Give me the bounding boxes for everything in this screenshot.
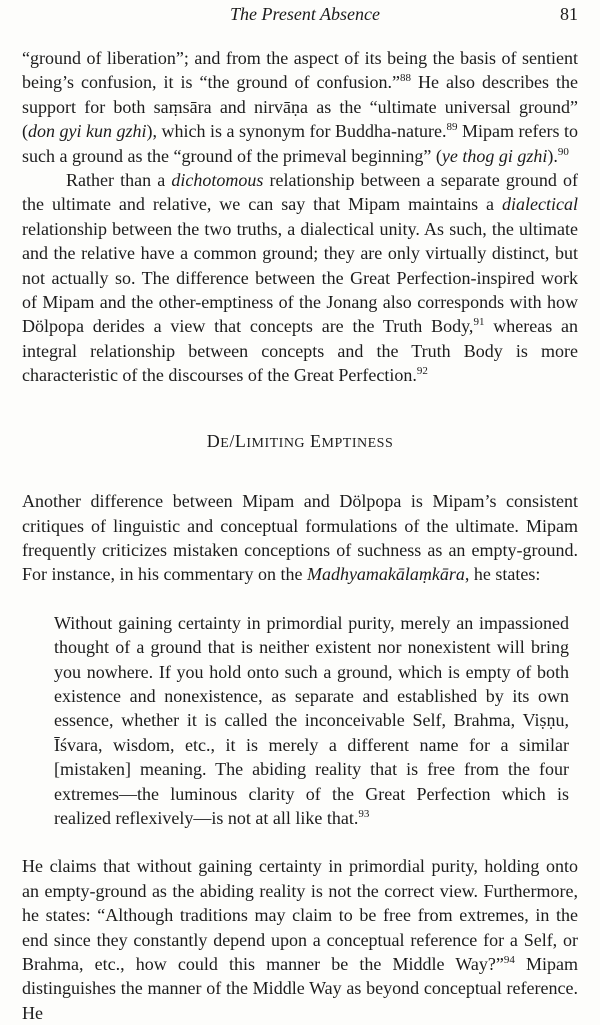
block-quote: Without gaining certainty in primordial purity, merely an impassioned thought of a ground that is neither existent nor nonexistent will bring you nowhere. If you hold onto such a ground, which is empty of both existence and nonexistence, as separate and established by its own essence, whether it is called the inconceivable Self, Brahma, Viṣṇu, Īśvara, wisdom, etc., it is merely a different name for a similar [mistaken] meaning. The abiding reality that is free from the four extremes—the luminous clarity of the Great Perfection which is realized reflexively—is not at all like that.$^{93}$: [54, 612, 569, 828]
paragraph-4: He claims that without gaining certainty in primordial purity, holding onto an empty-ground as the abiding reality is not the correct view. Furthermore, he states: “Although traditions may claim to be free from extremes, in the end since they constantly depend upon a conceptual reference for a Self, or Brahma, etc., how could this manner be the Middle Way?”$^{94}$ Mipam distinguishes the manner of the Middle Way as beyond conceptual reference. He: [22, 856, 578, 1023]
running-title: The Present Absence: [230, 4, 380, 24]
footnote-ref-93: 93: [358, 807, 370, 820]
footnote-ref-91: 91: [473, 316, 485, 329]
page-body: [22, 46, 578, 1025]
footnote-ref-92: 92: [416, 365, 428, 378]
footnote-ref-94: 94: [503, 954, 515, 966]
page-number: 81: [560, 4, 578, 24]
footnote-ref-89: 89: [446, 121, 458, 134]
running-head: [0, 4, 600, 28]
section-heading: DE/LIMITING EMPTINESS: [206, 430, 394, 451]
paragraph-1: “ground of liberation”; and from the aspect of its being the basis of sentient being’s confusion, it is “the ground of confusion.”$^{88}$ He also describes the support for both saṃsāra and nirvāṇa as the “ultimate universal ground” (don gyi kun gzhi), which is a synonym for Buddha-nature.$^{89}$ Mipam refers to such a ground as the “ground of the primeval beginning” (ye thog gi gzhi).$^{90}$: [22, 48, 578, 166]
paragraph-3: Another difference between Mipam and Dölpopa is Mipam’s consistent critiques of linguistic and conceptual formulations of the ultimate. Mipam frequently criticizes mistaken conceptions of suchness as an empty-ground. For instance, in his commentary on the Madhyamakālaṃkāra, he states:: [22, 491, 578, 585]
paragraph-2: Rather than a dichotomous relationship between a separate ground of the ultimate and relative, we can say that Mipam maintains a dialectical relationship between the two truths, a dialectical unity. As such, the ultimate and the relative have a common ground; they are only virtually distinct, but not actually so. The difference between the Great Perfection-inspired work of Mipam and the other-emptiness of the Jonang also corresponds with how Dölpopa derides a view that concepts are the Truth Body,$^{91}$ whereas an integral relationship between concepts and the Truth Body is more characteristic of the discourses of the Great Perfection.$^{92}$: [22, 170, 578, 386]
footnote-ref-88: 88: [400, 72, 411, 85]
footnote-ref-90: 90: [557, 145, 569, 158]
